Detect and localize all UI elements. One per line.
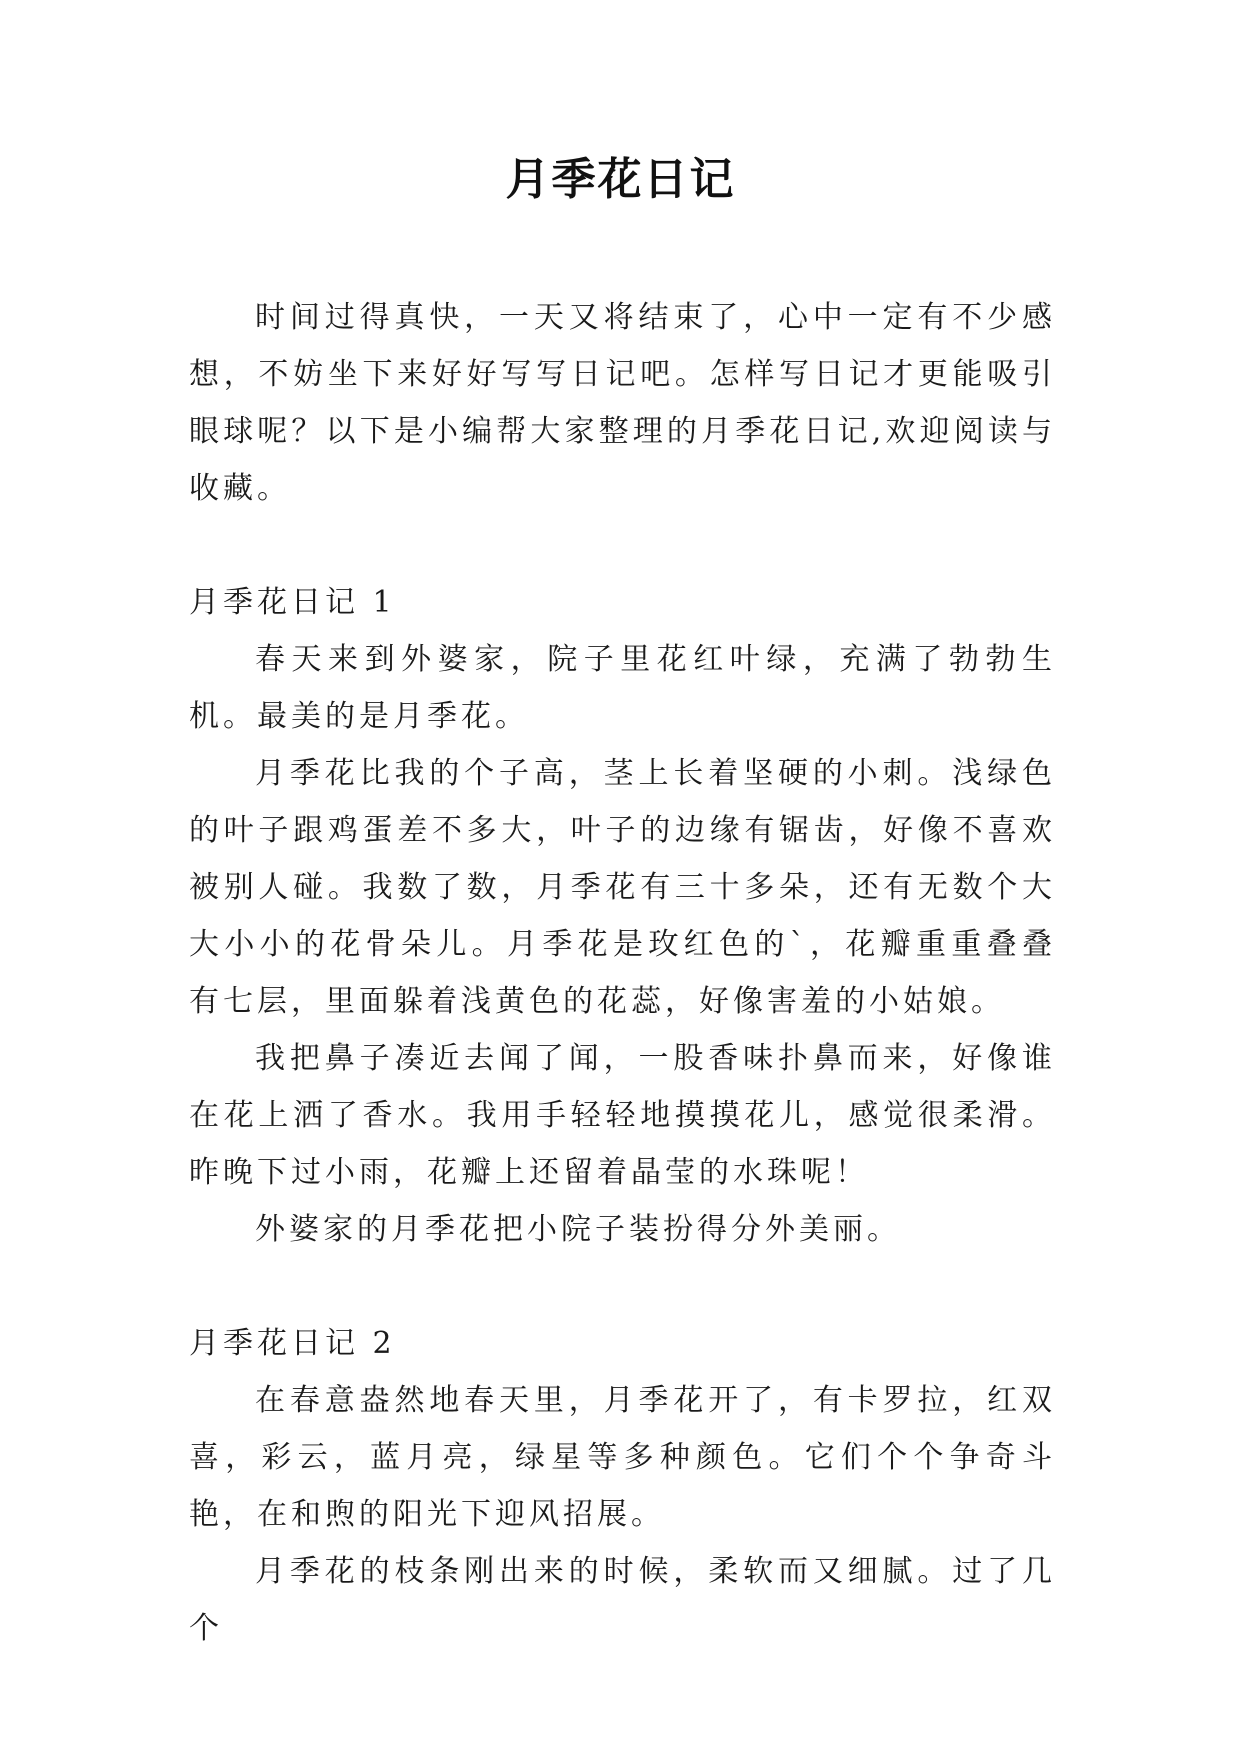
intro-paragraph: 时间过得真快，一天又将结束了，心中一定有不少感想，不妨坐下来好好写写日记吧。怎样写日记才更能吸引眼球呢？以下是小编帮大家整理的月季花日记,欢迎阅读与收藏。	[189, 300, 1056, 506]
section-heading-2: 月季花日记 2	[189, 1326, 396, 1361]
document-body	[189, 289, 1056, 1657]
section-1-paragraph-3: 我把鼻子凑近去闻了闻，一股香味扑鼻而来，好像谁在花上洒了香水。我用手轻轻地摸摸花儿，感觉很柔滑。昨晚下过小雨，花瓣上还留着晶莹的水珠呢！	[189, 1041, 1056, 1190]
section-spacer	[189, 1258, 1056, 1315]
section-heading-1: 月季花日记 1	[189, 585, 396, 620]
section-spacer	[189, 517, 1056, 574]
section-1-paragraph-2: 月季花比我的个子高，茎上长着坚硬的小刺。浅绿色的叶子跟鸡蛋差不多大，叶子的边缘有锯齿，好像不喜欢被别人碰。我数了数，月季花有三十多朵，还有无数个大大小小的花骨朵儿。月季花是玫红色的`，花瓣重重叠叠有七层，里面躲着浅黄色的花蕊，好像害羞的小姑娘。	[189, 756, 1056, 1019]
section-2-paragraph-2: 月季花的枝条刚出来的时候，柔软而又细腻。过了几个	[189, 1554, 1056, 1646]
section-2-paragraph-1: 在春意盎然地春天里，月季花开了，有卡罗拉，红双喜，彩云，蓝月亮，绿星等多种颜色。它们个个争奇斗艳，在和煦的阳光下迎风招展。	[189, 1383, 1056, 1532]
section-1-paragraph-4: 外婆家的月季花把小院子装扮得分外美丽。	[255, 1212, 901, 1247]
section-1-paragraph-1: 春天来到外婆家，院子里花红叶绿，充满了勃勃生机。最美的是月季花。	[189, 642, 1056, 734]
document-title: 月季花日记	[505, 154, 736, 205]
